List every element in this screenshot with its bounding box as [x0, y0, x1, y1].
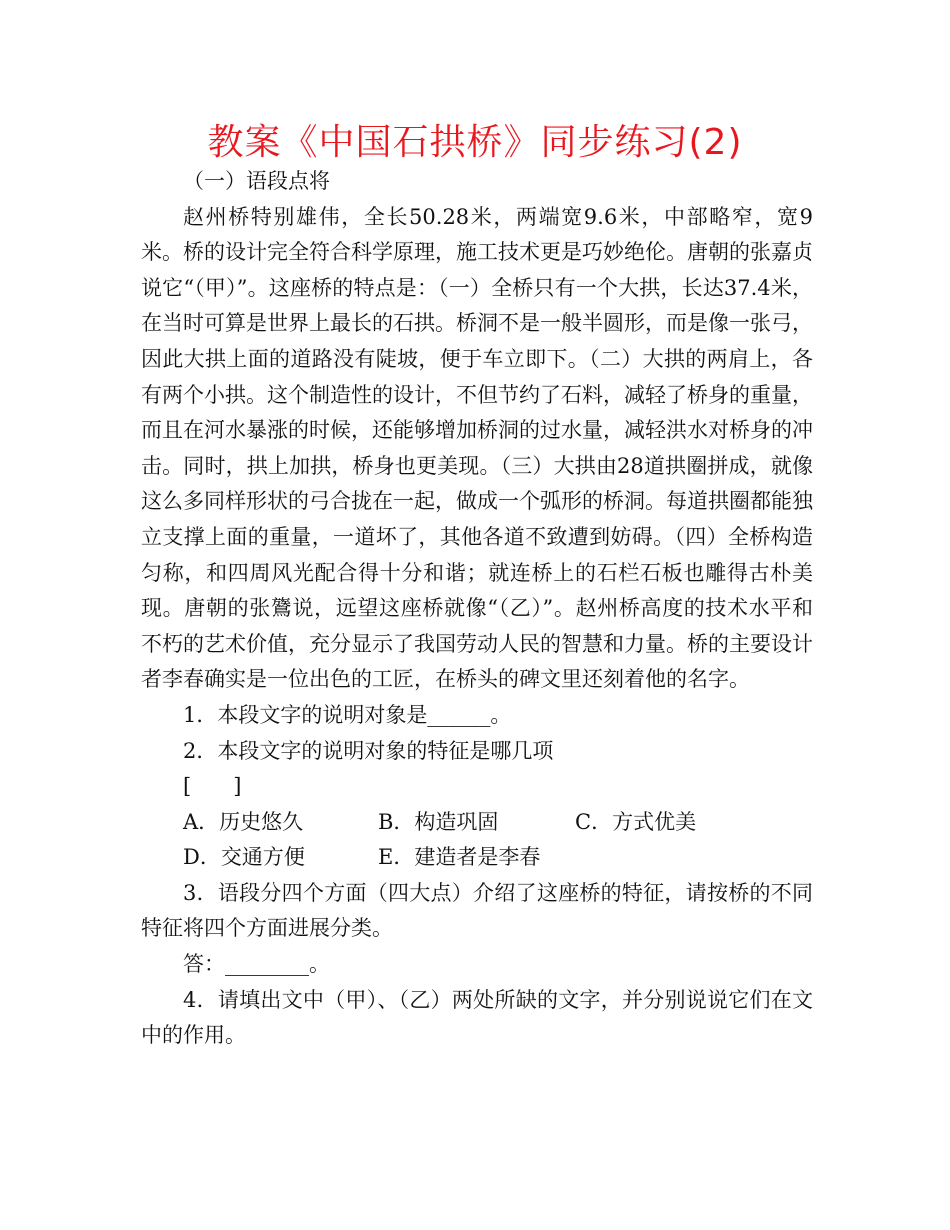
- option-e: E．建造者是李春: [378, 845, 541, 870]
- question-2-options-row-2: [141, 840, 813, 876]
- question-1: 1．本段文字的说明对象是______。: [183, 702, 512, 727]
- document-title: 教案《中国石拱桥》同步练习(2): [207, 122, 743, 163]
- question-2-options-row-1: [141, 805, 813, 841]
- section-heading: （一）语段点将: [183, 169, 330, 193]
- option-d: D．交通方便: [183, 845, 305, 870]
- question-2: 2．本段文字的说明对象的特征是哪几项: [183, 738, 554, 763]
- passage-paragraph: 赵州桥特别雄伟，全长50.28米，两端宽9.6米，中部略窄，宽9米。桥的设计完全符合科学原理，施工技术更是巧妙绝伦。唐朝的张嘉贞说它“（甲）”。这座桥的特点是：（一）全桥只有一个大拱，长达37.4米，在当时可算是世界上最长的石拱。桥洞不是一般半圆形，而是像一张弓，因此大拱上面的道路没有陡坡，便于车立即下。（二）大拱的两肩上，各有两个小拱。这个制造性的设计，不但节约了石料，减轻了桥身的重量，而且在河水暴涨的时候，还能够增加桥洞的过水量，减轻洪水对桥身的冲击。同时，拱上加拱，桥身也更美现。（三）大拱由28道拱圈拼成，就像这么多同样形状的弓合拢在一起，做成一个弧形的桥洞。每道拱圈都能独立支撑上面的重量，一道坏了，其他各道不致遭到妨碍。（四）全桥构造匀称，和四周风光配合得十分和谐；就连桥上的石栏石板也雕得古朴美现。唐朝的张鷟说，远望这座桥就像“（乙）”。赵州桥高度的技术水平和不朽的艺术价值，充分显示了我国劳动人民的智慧和力量。桥的主要设计者李春确实是一位出色的工匠，在桥头的碑文里还刻着他的名字。: [141, 204, 813, 692]
- document-body: [141, 164, 813, 1054]
- option-a: A．历史悠久: [183, 809, 304, 834]
- question-3: 3．语段分四个方面（四大点）介绍了这座桥的特征，请按桥的不同特征将四个方面进展分类。: [141, 880, 813, 941]
- question-3-answer: 答：________。: [183, 952, 330, 977]
- option-c: C．方式优美: [575, 809, 697, 834]
- question-4: 4．请填出文中（甲）、（乙）两处所缺的文字，并分别说说它们在文中的作用。: [141, 987, 813, 1048]
- question-2-answer-bracket: [ ]: [183, 774, 242, 799]
- option-b: B．构造巩固: [378, 809, 499, 834]
